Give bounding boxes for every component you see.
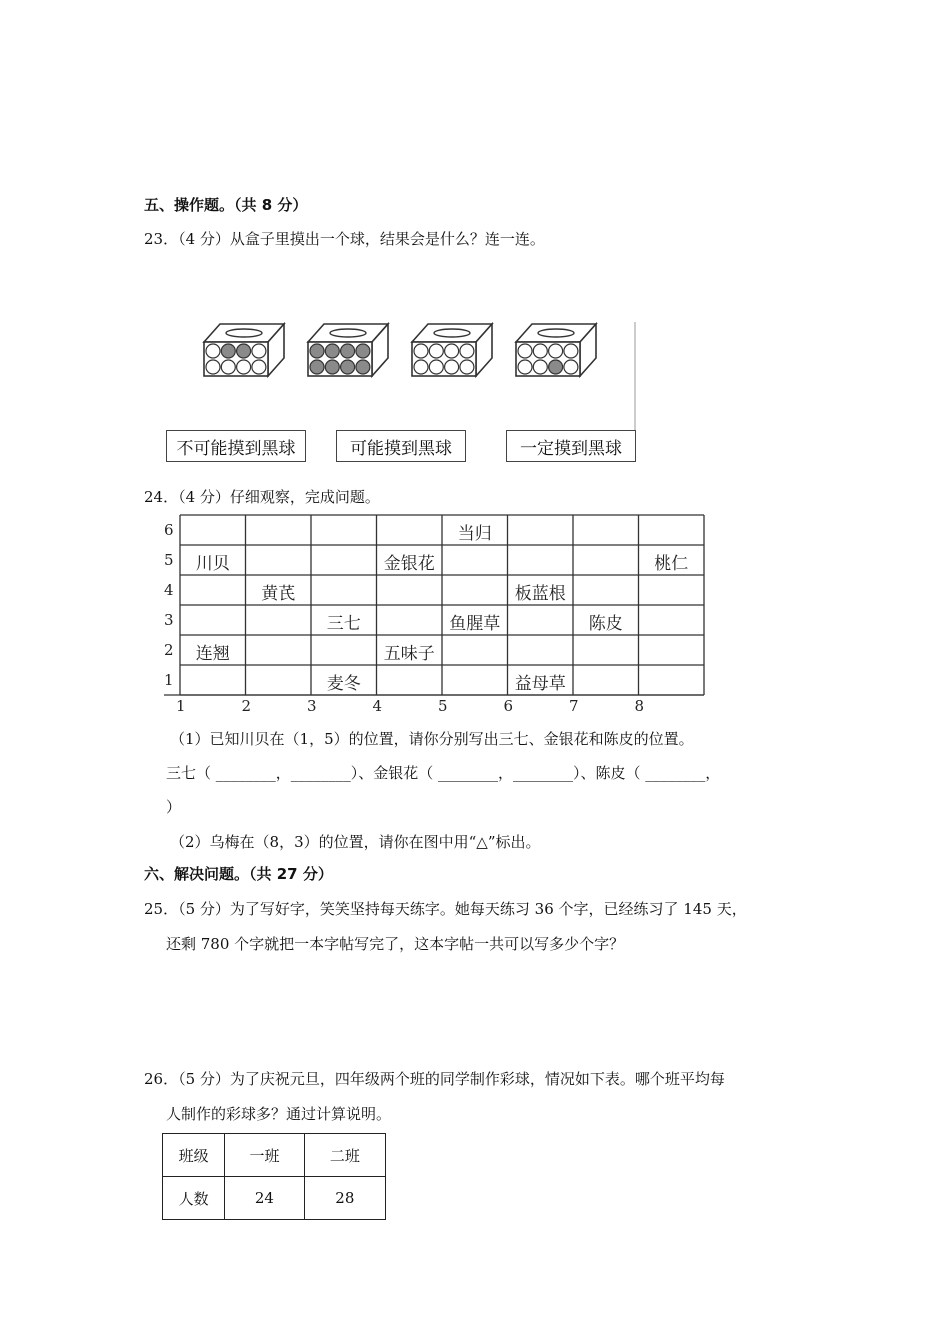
ball (445, 360, 459, 374)
ball (429, 344, 443, 358)
ball (429, 360, 443, 374)
question-23-text: 23．（4 分）从盒子里摸出一个球，结果会是什么？连一连。 (144, 230, 545, 248)
class-table-row (163, 1177, 386, 1220)
table-cell: 人数 (163, 1177, 225, 1220)
herb-label: 三七 (326, 614, 361, 634)
ball (237, 360, 251, 374)
ball (414, 360, 428, 374)
ball (341, 344, 355, 358)
x-axis-label: 2 (241, 697, 252, 715)
class-table (162, 1133, 386, 1220)
question-26-line2: 人制作的彩球多？通过计算说明。 (166, 1105, 392, 1123)
y-axis-label: 2 (164, 641, 174, 659)
x-axis-label: 4 (372, 697, 383, 715)
y-axis-label: 6 (164, 521, 174, 539)
ball-boxes-figure (160, 318, 636, 464)
option-certain[interactable]: 一定摸到黑球 (506, 430, 636, 462)
ball (221, 344, 235, 358)
ball-box (308, 324, 388, 376)
herb-label: 当归 (457, 524, 492, 544)
y-axis-label: 4 (164, 581, 174, 599)
ball (564, 344, 578, 358)
ball (356, 360, 370, 374)
herb-label: 五味子 (383, 644, 435, 664)
table-header-cell: 班级 (163, 1134, 225, 1177)
option-impossible[interactable]: 不可能摸到黑球 (166, 430, 306, 462)
class-table-header-row (163, 1134, 386, 1177)
herb-label: 黄芪 (261, 584, 296, 604)
ball (356, 344, 370, 358)
table-cell: 24 (225, 1177, 304, 1220)
herb-label: 鱼腥草 (449, 614, 501, 634)
option-possible[interactable]: 可能摸到黑球 (336, 430, 466, 462)
ball (237, 344, 251, 358)
herb-label: 益母草 (514, 674, 566, 694)
ball (414, 344, 428, 358)
x-axis-label: 1 (176, 697, 186, 715)
ball-box (412, 324, 492, 376)
ball (325, 360, 339, 374)
question-24-blanks: 三七（ ________，________）、金银花（ ________，________）、陈皮（ ________， (166, 764, 721, 782)
y-axis-label: 3 (164, 611, 174, 629)
ball (310, 344, 324, 358)
x-axis-label: 8 (634, 697, 645, 715)
herb-label: 桃仁 (654, 554, 689, 574)
question-24-blank-close: ） (166, 798, 182, 816)
ball (549, 344, 563, 358)
herb-label: 陈皮 (588, 614, 623, 634)
herb-position-grid (160, 514, 710, 715)
question-26-line1: 26．（5 分）为了庆祝元旦，四年级两个班的同学制作彩球，情况如下表。哪个班平均每 (144, 1070, 725, 1088)
herb-label: 金银花 (383, 554, 435, 574)
x-axis-label: 7 (569, 697, 579, 715)
x-axis-label: 5 (438, 697, 448, 715)
ball (460, 344, 474, 358)
ball (325, 344, 339, 358)
question-24-text: 24．（4 分）仔细观察，完成问题。 (144, 488, 380, 506)
ball-box (516, 324, 596, 376)
section-6-title: 六、解决问题。（共 27 分） (144, 865, 333, 883)
section-5-title: 五、操作题。（共 8 分） (144, 196, 308, 214)
grid-lines (160, 514, 710, 710)
ball (460, 360, 474, 374)
herb-label: 连翘 (195, 644, 230, 664)
ball (518, 360, 532, 374)
ball (252, 360, 266, 374)
herb-label: 麦冬 (326, 674, 361, 694)
ball (252, 344, 266, 358)
question-25-line1: 25．（5 分）为了写好字，笑笑坚持每天练字。她每天练习 36 个字，已经练习了 145 天， (144, 900, 747, 918)
y-axis-label: 1 (164, 671, 174, 689)
ball (533, 360, 547, 374)
ball (310, 360, 324, 374)
ball (549, 360, 563, 374)
ball (221, 360, 235, 374)
table-cell: 28 (304, 1177, 385, 1220)
question-24-sub2: （2）乌梅在（8，3）的位置，请你在图中用“△”标出。 (170, 833, 541, 851)
ball (533, 344, 547, 358)
ball (445, 344, 459, 358)
ball-box (204, 324, 284, 376)
question-25-line2: 还剩 780 个字就把一本字帖写完了，这本字帖一共可以写多少个字？ (166, 935, 625, 953)
ball (341, 360, 355, 374)
ball (518, 344, 532, 358)
ball (206, 360, 220, 374)
x-axis-label: 6 (503, 697, 514, 715)
y-axis-label: 5 (164, 551, 174, 569)
ball (206, 344, 220, 358)
herb-label: 板蓝根 (514, 584, 566, 604)
question-24-sub1: （1）已知川贝在（1，5）的位置，请你分别写出三七、金银花和陈皮的位置。 (170, 730, 694, 748)
table-header-cell: 一班 (225, 1134, 304, 1177)
x-axis-label: 3 (307, 697, 317, 715)
ball (564, 360, 578, 374)
table-header-cell: 二班 (304, 1134, 385, 1177)
herb-label: 川贝 (195, 554, 230, 574)
